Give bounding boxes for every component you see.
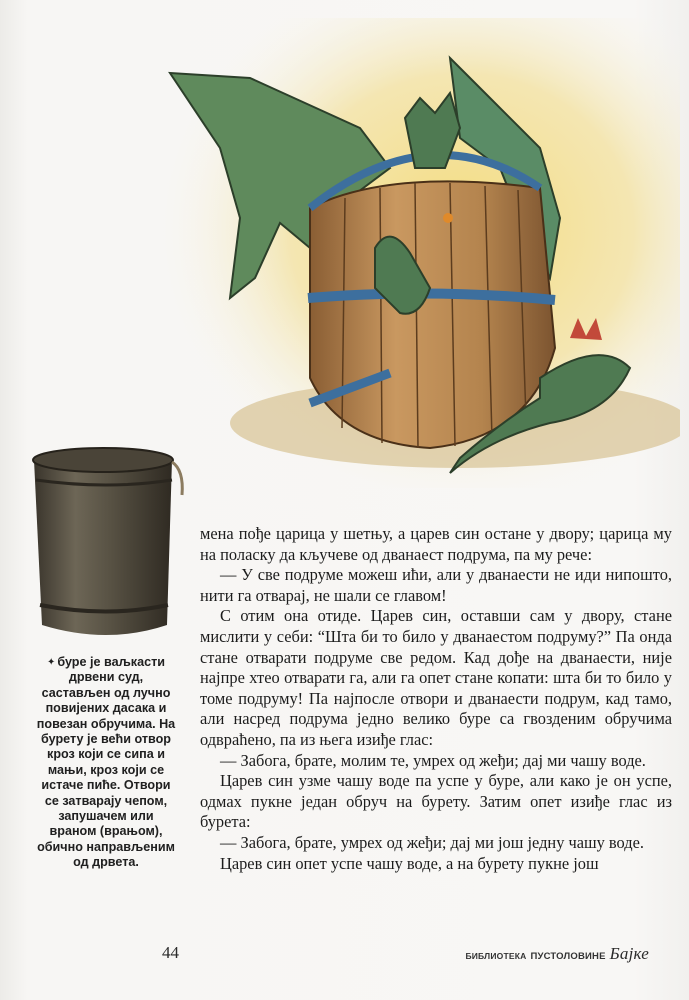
footer-library-label: БИБЛИОТЕКА <box>465 951 527 961</box>
footer-series-italic: Бајке <box>609 944 649 963</box>
sidebar-note-text: ✦ буре је ваљкасти дрвени суд, састављен од лучно повијених дасака и повезан обручима. На бурету је већи отвор кроз који се сипа и мањи, кроз који се истаче пиће. Отвори се затварају чепом, запушачем или враном (врањом), обично направљеним од дрвета. <box>36 655 176 870</box>
story-text <box>200 524 672 874</box>
story-paragraph: Царев син узме чашу воде па успе у буре, али како је он успе, одмах пукне један обруч на бурету. Затим опет изиђе глас из бурета: <box>200 771 672 832</box>
barrel-photo-rim <box>33 448 173 472</box>
footer-series-bold: ПУСТОЛОВИНЕ <box>530 951 606 962</box>
dragon-barrel-illustration <box>160 18 680 488</box>
story-paragraph: — Забога, брате, умрех од жеђи; дај ми још једну чашу воде. <box>220 832 644 852</box>
barrel-photo <box>22 440 197 650</box>
story-paragraph: мена пође царица у шетњу, а царев син остане у двору; царица му на поласку да кључеве од дванаест подрума, па му рече: <box>200 524 672 564</box>
barrel-body <box>310 181 555 448</box>
story-paragraph: С отим она отиде. Царев син, оставши сам у двору, стане мислити у себи: “Шта би то било у дванаестом подруму?” Па онда стане отварати подруме све редом. Кад дође на дванаести, није најпре хтео отварати га, али га опет стане копати: шта би то било у томе подруму! Па најпосле отвори и дванаести подрум, кад тамо, али насред подрума једно велико буре са гвозденим обручима одвраћено, па из њега изиђе глас: <box>200 606 672 749</box>
dragon-eye <box>443 213 453 223</box>
footer-series-label <box>465 944 649 964</box>
story-paragraph: Царев син опет успе чашу воде, а на бурету пукне још <box>220 853 599 873</box>
story-paragraph: — Забога, брате, молим те, умрех од жеђи; дај ми чашу воде. <box>220 750 646 770</box>
story-paragraph: — У све подруме можеш ићи, али у дванаести не иди нипошто, нити га отварај, не шали се главом! <box>200 565 672 605</box>
page-number: 44 <box>162 943 179 962</box>
barrel-photo-rope <box>172 462 182 495</box>
sidebar-note <box>36 655 176 871</box>
star-bullet-icon: ✦ <box>46 657 56 668</box>
